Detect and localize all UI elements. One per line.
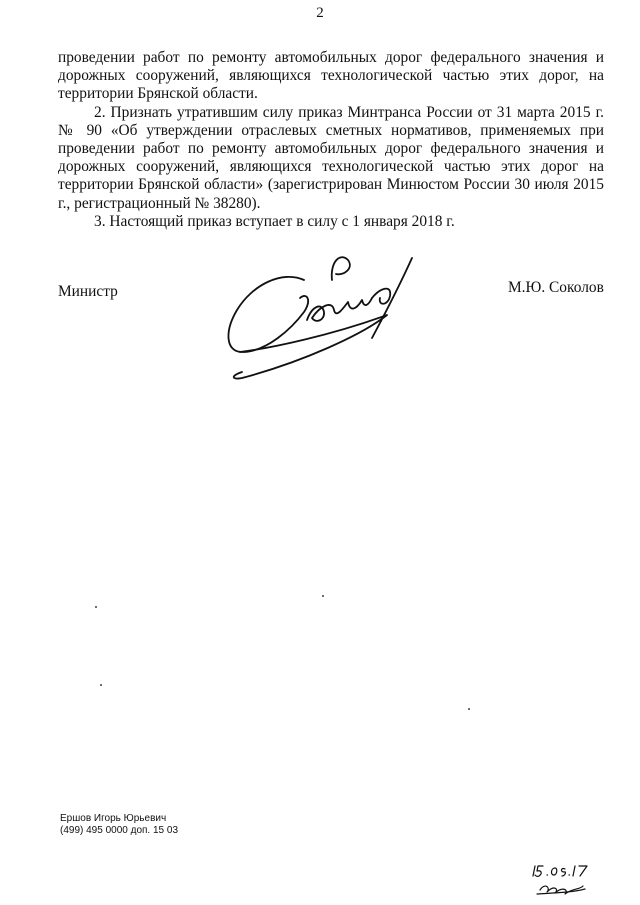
paragraph-continuation: проведении работ по ремонту автомобильных дорог федерального значения и дорожных сооружений, являющихся технологической частью этих дорог, на территории Брянской области.: [58, 49, 604, 103]
paragraph-item-3: 3. Настоящий приказ вступает в силу с 1 января 2018 г.: [94, 212, 455, 230]
handwritten-signature: [212, 240, 442, 385]
executor-info: [60, 813, 178, 837]
executor-phone: (499) 495 0000 доп. 15 03: [60, 825, 179, 836]
handwritten-date-mark: [525, 860, 595, 900]
paragraph-item-2: 2. Признать утратившим силу приказ Минтранса России от 31 марта 2015 г. № 90 «Об утверждении отраслевых сметных нормативов, применяемых при проведении работ по ремонту автомобильных дорог федерального значения и дорожных сооружений, являющихся технологической частью этих дорог на территории Брянской области» (зарегистрирован Минюстом России 30 июля 2015 г., регистрационный № 38280).: [58, 103, 604, 212]
scan-speck: [322, 595, 324, 597]
scan-speck: [100, 684, 102, 686]
document-body: [58, 49, 604, 231]
page-number: 2: [316, 5, 324, 21]
signatory-position: Министр: [58, 283, 118, 300]
signatory-name: М.Ю. Соколов: [508, 279, 604, 296]
executor-name: Ершов Игорь Юрьевич: [60, 813, 167, 824]
scan-speck: [468, 708, 470, 710]
scan-speck: [95, 606, 97, 608]
